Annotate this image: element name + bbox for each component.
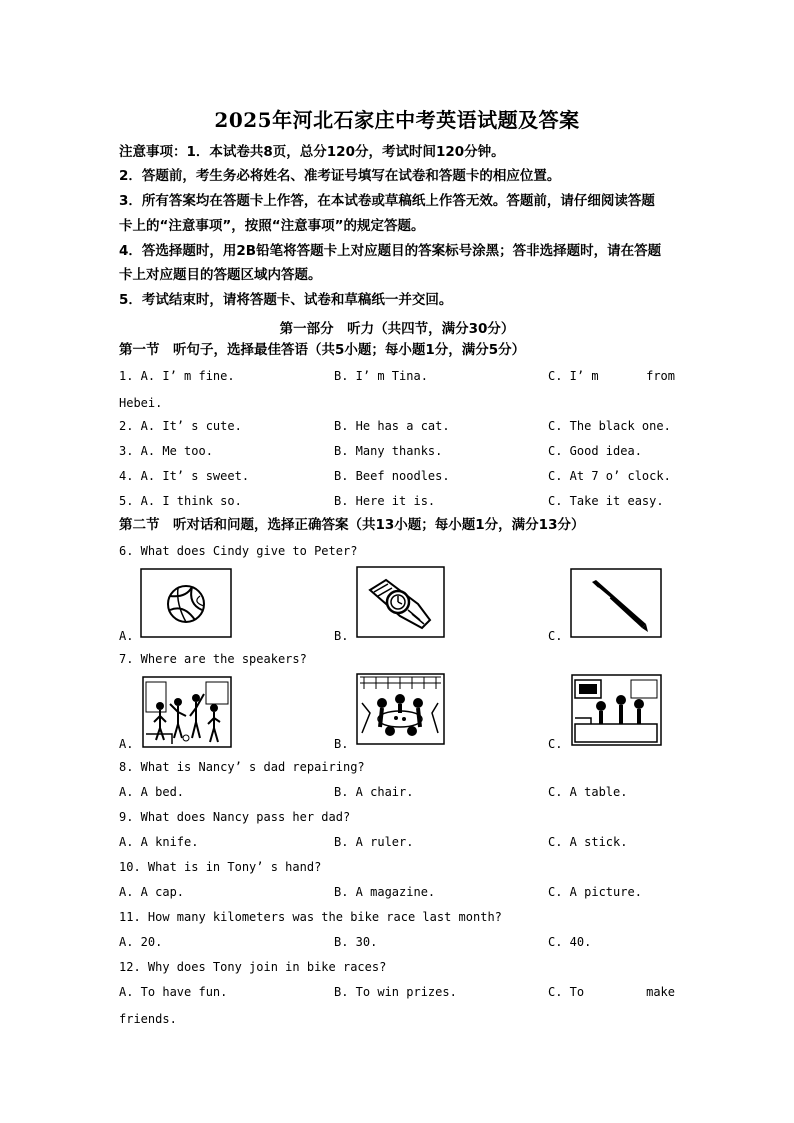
note-line-3: 3．所有答案均在答题卡上作答，在本试卷或草稿纸上作答无效。答题前，请仔细阅读答题 <box>119 193 655 209</box>
section2-title: 第二节 听对话和问题，选择正确答案（共13小题；每小题1分，满分13分） <box>119 517 585 533</box>
q8-question: 8. What is Nancy’ s dad repairing? <box>119 760 365 774</box>
q3-option-c: C. Good idea. <box>548 444 642 458</box>
q10-option-b: B. A magazine. <box>334 885 436 899</box>
q12-option-c <box>548 985 675 999</box>
q4-option-b: B. Beef noodles. <box>334 469 450 483</box>
q12-option-c-part1: C. To <box>548 985 585 999</box>
q8-option-b: B. A chair. <box>334 785 414 799</box>
q9-option-b: B. A ruler. <box>334 835 414 849</box>
q12-option-b: B. To win prizes. <box>334 985 457 999</box>
q11-option-a: A. 20. <box>119 935 163 949</box>
q3-option-b: B. Many thanks. <box>334 444 443 458</box>
q12-option-c-continued: friends. <box>119 1012 177 1026</box>
q9-option-a: A. A knife. <box>119 835 199 849</box>
q8-option-c: C. A table. <box>548 785 628 799</box>
q11-option-c: C. 40. <box>548 935 592 949</box>
part1-title: 第一部分 听力（共四节，满分30分） <box>279 321 515 337</box>
q12-option-a: A. To have fun. <box>119 985 228 999</box>
q6-label-a: A. <box>119 629 134 643</box>
q7-question: 7. Where are the speakers? <box>119 652 307 666</box>
q2-option-b: B. He has a cat. <box>334 419 450 433</box>
note-line-5: 4．答选择题时，用2B铅笔将答题卡上对应题目的答案标号涂黑；答非选择题时，请在答题 <box>119 243 662 259</box>
q7-label-c: C. <box>548 737 563 751</box>
q1-option-a: 1. A. I’ m fine. <box>119 369 235 383</box>
note-line-6: 卡上对应题目的答题区域内答题。 <box>119 267 322 283</box>
q2-option-a: 2. A. It’ s cute. <box>119 419 242 433</box>
q5-option-c: C. Take it easy. <box>548 494 664 508</box>
q1-option-c-continued: Hebei. <box>119 396 163 410</box>
watch-icon <box>356 566 445 643</box>
q9-question: 9. What does Nancy pass her dad? <box>119 810 351 824</box>
q8-option-a: A. A bed. <box>119 785 185 799</box>
q3-option-a: 3. A. Me too. <box>119 444 213 458</box>
q9-option-c: C. A stick. <box>548 835 628 849</box>
pen-icon <box>570 568 662 643</box>
section1-title: 第一节 听句子，选择最佳答语（共5小题；每小题1分，满分5分） <box>119 342 526 358</box>
q10-question: 10. What is in Tony’ s hand? <box>119 860 322 874</box>
q1-option-c <box>548 369 675 383</box>
note-line-7: 5．考试结束时，请将答题卡、试卷和草稿纸一并交回。 <box>119 292 453 308</box>
q1-option-c-part2: from <box>646 369 675 383</box>
q6-label-c: C. <box>548 629 563 643</box>
q10-option-c: C. A picture. <box>548 885 642 899</box>
q7-label-b: B. <box>334 737 349 751</box>
q12-option-c-part2: make <box>646 985 675 999</box>
q6-question: 6. What does Cindy give to Peter? <box>119 544 358 558</box>
q5-option-b: B. Here it is. <box>334 494 436 508</box>
q12-question: 12. Why does Tony join in bike races? <box>119 960 387 974</box>
q4-option-a: 4. A. It’ s sweet. <box>119 469 250 483</box>
volleyball-icon <box>140 568 232 643</box>
q11-question: 11. How many kilometers was the bike race last month? <box>119 910 502 924</box>
q5-option-a: 5. A. I think so. <box>119 494 242 508</box>
note-line-1: 注意事项：1．本试卷共8页，总分120分，考试时间120分钟。 <box>119 144 505 160</box>
note-line-2: 2．答题前，考生务必将姓名、准考证号填写在试卷和答题卡的相应位置。 <box>119 168 561 184</box>
q2-option-c: C. The black one. <box>548 419 671 433</box>
q7-label-a: A. <box>119 737 134 751</box>
q1-option-b: B. I’ m Tina. <box>334 369 428 383</box>
q11-option-b: B. 30. <box>334 935 378 949</box>
q4-option-c: C. At 7 o’ clock. <box>548 469 671 483</box>
note-line-4: 卡上的“注意事项”，按照“注意事项”的规定答题。 <box>119 218 425 234</box>
living-room-scene-icon <box>571 674 662 751</box>
restaurant-scene-icon <box>356 673 445 750</box>
classroom-scene-icon <box>142 676 232 753</box>
q10-option-a: A. A cap. <box>119 885 185 899</box>
page-title: 2025年河北石家庄中考英语试题及答案 <box>214 108 580 132</box>
q1-option-c-part1: C. I’ m <box>548 369 599 383</box>
q6-label-b: B. <box>334 629 349 643</box>
